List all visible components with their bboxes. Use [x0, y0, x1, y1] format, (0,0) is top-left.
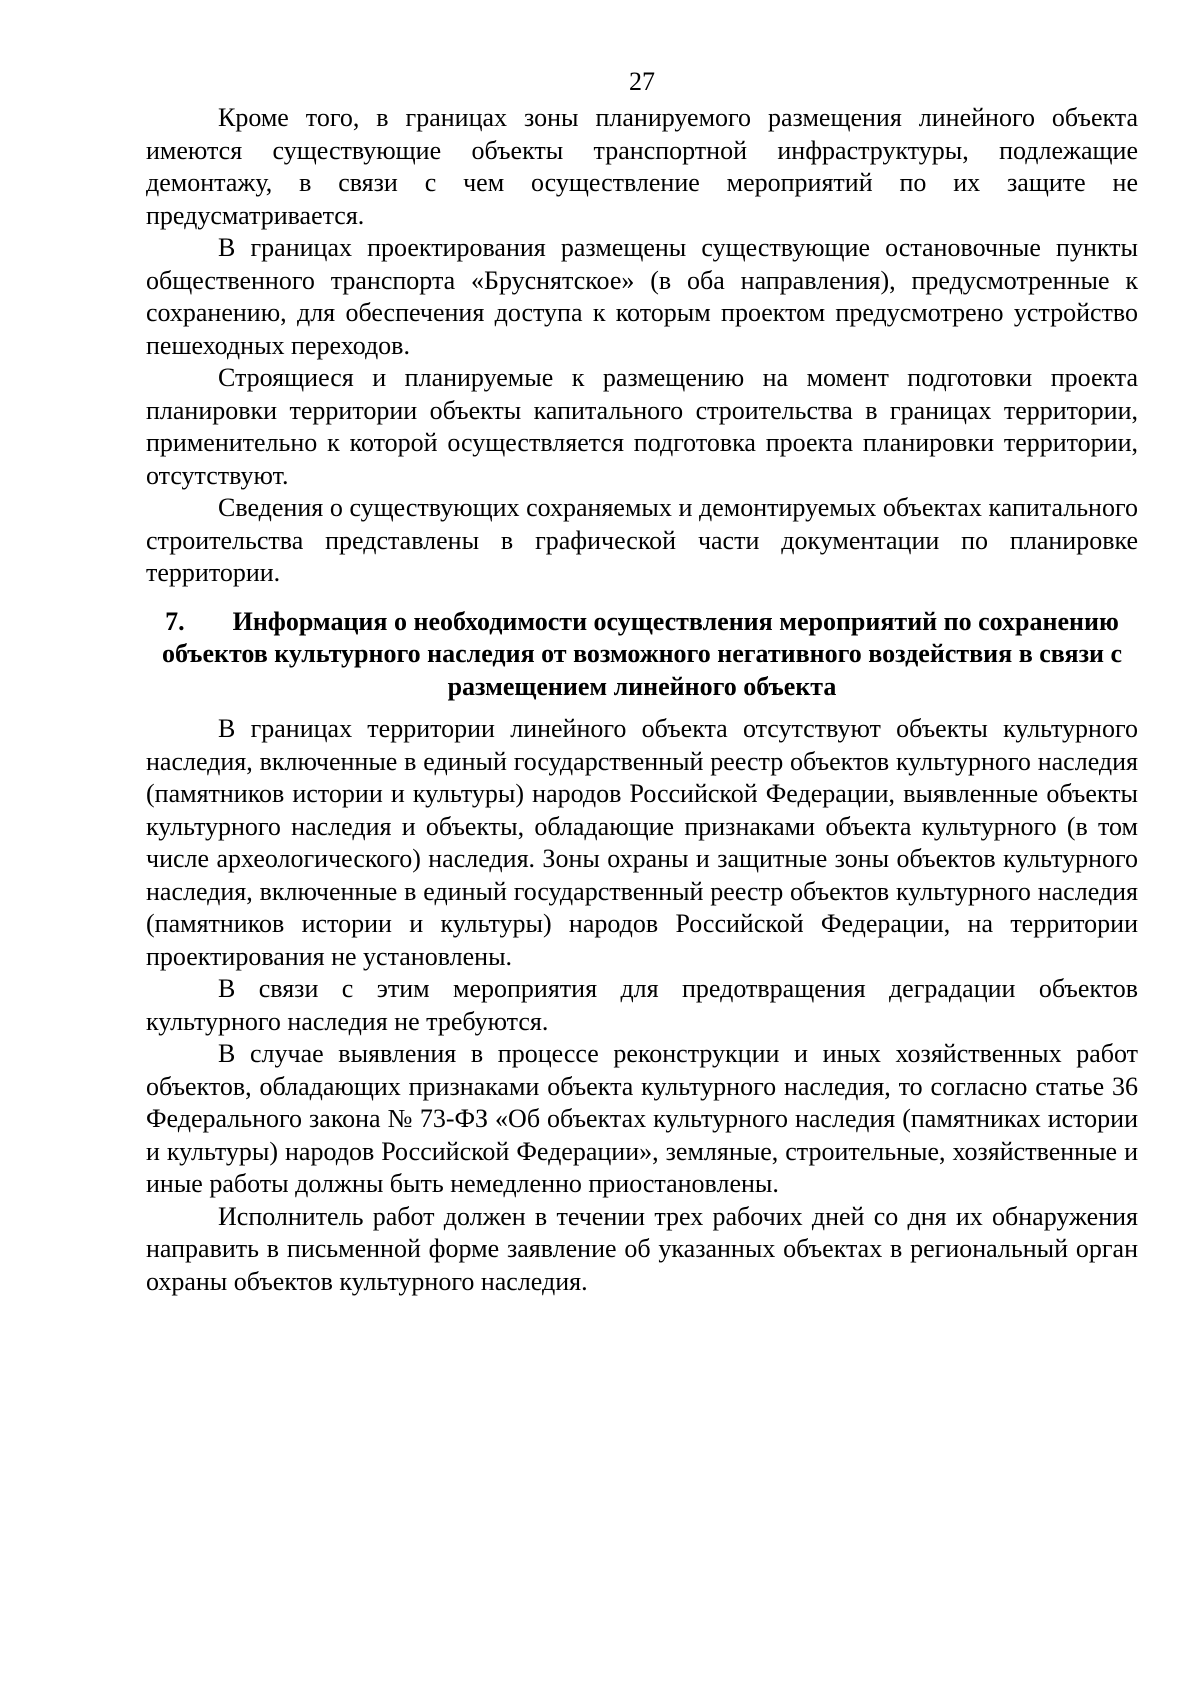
- paragraph-measures-not-required: В связи с этим мероприятия для предотвращения деградации объектов культурного наследия не требуются.: [146, 974, 1138, 1036]
- section-title: Информация о необходимости осуществления мероприятий по сохранению объектов культурного наследия от возможного негативного воздействия в связи с размещением линейного объекта: [161, 606, 1123, 701]
- paragraph-no-heritage-objects: В границах территории линейного объекта отсутствуют объекты культурного наследия, включенные в единый государственный реестр объектов культурного наследия (памятников истории и культуры) народов Российской Федерации, выявленные объекты культурного наследия и объекты, обладающие признаками объекта культурного (в том числе археологического) наследия. Зоны охраны и защитные зоны объектов культурного наследия, включенные в единый государственный реестр объектов культурного наследия (памятников истории и культуры) народов Российской Федерации, на территории проектирования не установлены.: [146, 714, 1138, 971]
- body-after-section: [146, 713, 1138, 1298]
- section-number: 7.: [165, 606, 185, 636]
- page-number: 27: [629, 67, 655, 96]
- paragraph-graphic-part: Сведения о существующих сохраняемых и демонтируемых объектах капитального строительства представлены в графической части документации по планировке территории.: [146, 493, 1138, 587]
- section-heading: [146, 606, 1138, 704]
- paragraph-discovery-procedure: В случае выявления в процессе реконструкции и иных хозяйственных работ объектов, обладающих признаками объекта культурного наследия, то согласно статье 36 Федерального закона № 73-ФЗ «Об объектах культурного наследия (памятниках истории и культуры) народов Российской Федерации», земляные, строительные, хозяйственные и иные работы должны быть немедленно приостановлены.: [146, 1039, 1138, 1198]
- paragraph-planned-objects: Строящиеся и планируемые к размещению на момент подготовки проекта планировки территории объекты капитального строительства в границах территории, применительно к которой осуществляется подготовка проекта планировки территории, отсутствуют.: [146, 363, 1138, 490]
- paragraph-bus-stops: В границах проектирования размещены существующие остановочные пункты общественного транспорта «Бруснятское» (в оба направления), предусмотренные к сохранению, для обеспечения доступа к которым проектом предусмотрено устройство пешеходных переходов.: [146, 233, 1138, 360]
- paragraph-transport-demolition: Кроме того, в границах зоны планируемого размещения линейного объекта имеются существующие объекты транспортной инфраструктуры, подлежащие демонтажу, в связи с чем осуществление мероприятий по их защите не предусматривается.: [146, 103, 1138, 230]
- body-before-section: [146, 102, 1138, 590]
- document-page: [146, 66, 1138, 1298]
- paragraph-contractor-notice: Исполнитель работ должен в течении трех рабочих дней со дня их обнаружения направить в письменной форме заявление об указанных объектах в региональный орган охраны объектов культурного наследия.: [146, 1201, 1138, 1296]
